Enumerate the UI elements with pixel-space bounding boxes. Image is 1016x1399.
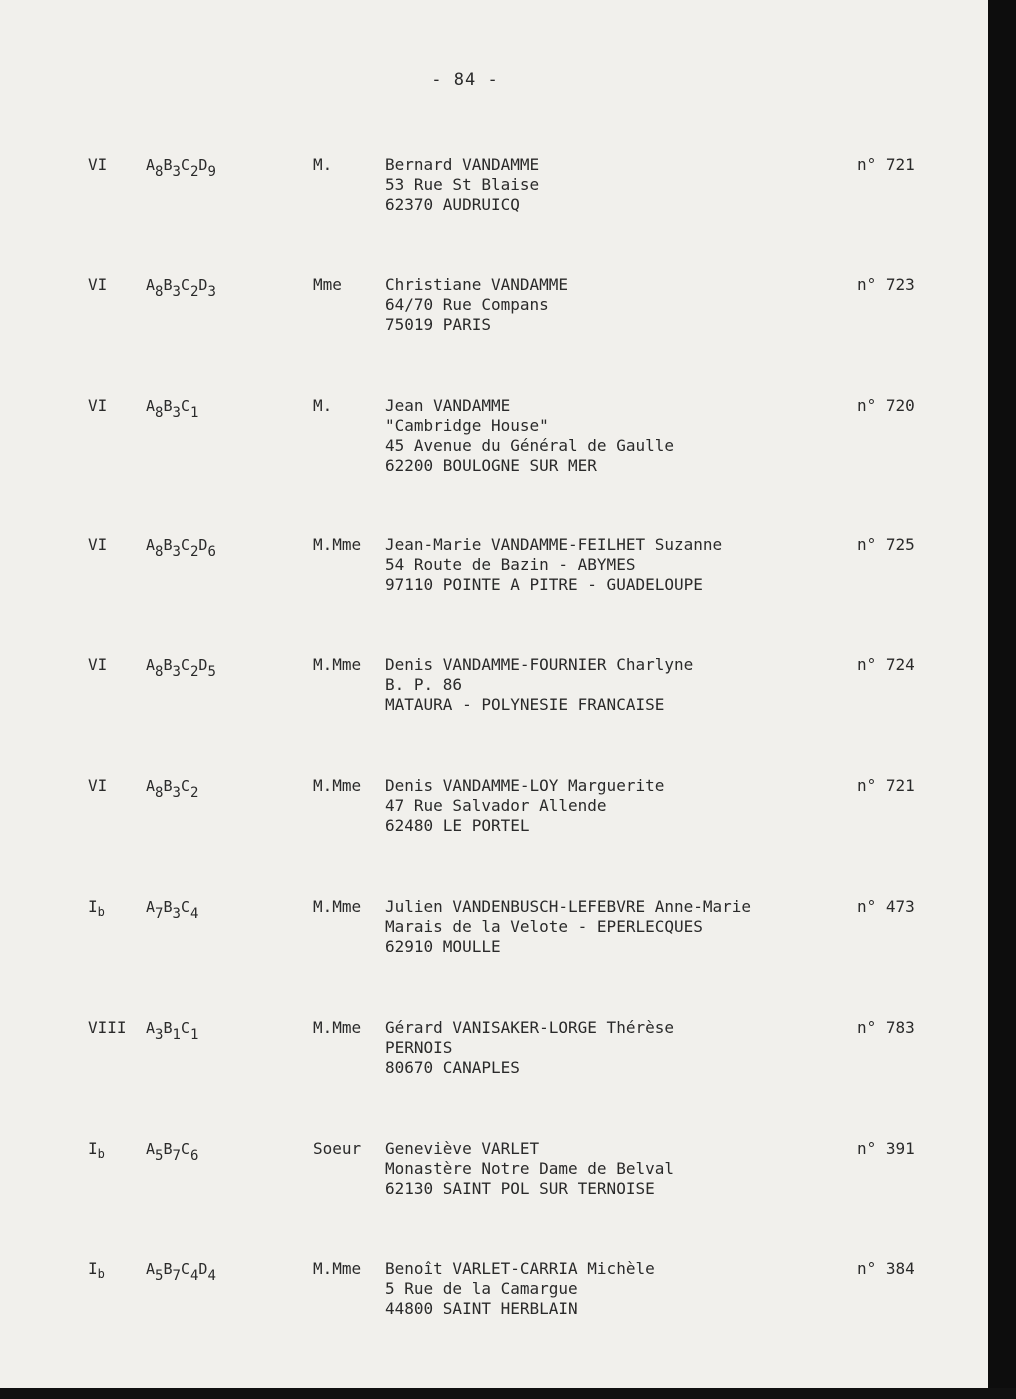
lineage-code: $A_8B_3C_1$ bbox=[146, 397, 199, 421]
civility-title: M.Mme bbox=[313, 535, 362, 554]
lineage-code: $A_8B_3C_2D_3$ bbox=[146, 276, 216, 300]
civility-title: M.Mme bbox=[313, 1018, 362, 1037]
lineage-code: $A_8B_3C_2$ bbox=[146, 777, 199, 801]
address-line: Monastère Notre Dame de Belval bbox=[385, 1159, 674, 1178]
entry-number: n° 721 bbox=[857, 776, 915, 795]
address-line: 62480 LE PORTEL bbox=[385, 816, 530, 835]
entry-number: n° 783 bbox=[857, 1018, 915, 1037]
civility-title: M.Mme bbox=[313, 897, 362, 916]
civility-title: M. bbox=[313, 396, 333, 415]
generation-label: VI bbox=[88, 396, 108, 415]
scan-edge-right bbox=[988, 0, 1016, 1399]
address-line: 97110 POINTE A PITRE - GUADELOUPE bbox=[385, 575, 703, 594]
entry-number: n° 720 bbox=[857, 396, 915, 415]
generation-label: $I_b$ bbox=[88, 1139, 105, 1162]
address-line: 80670 CANAPLES bbox=[385, 1058, 520, 1077]
address-line: 5 Rue de la Camargue bbox=[385, 1279, 578, 1298]
generation-label: $I_b$ bbox=[88, 897, 105, 920]
address-line: 62200 BOULOGNE SUR MER bbox=[385, 456, 597, 475]
address-line: 44800 SAINT HERBLAIN bbox=[385, 1299, 578, 1318]
address-line: 47 Rue Salvador Allende bbox=[385, 796, 607, 815]
address-block bbox=[385, 535, 722, 595]
person-name: Jean VANDAMME bbox=[385, 396, 511, 415]
lineage-code: $A_8B_3C_2D_9$ bbox=[146, 156, 216, 180]
person-name: Christiane VANDAMME bbox=[385, 275, 569, 294]
address-block bbox=[385, 275, 568, 335]
civility-title: M.Mme bbox=[313, 776, 362, 795]
person-name: Jean-Marie VANDAMME-FEILHET Suzanne bbox=[385, 535, 723, 554]
scan-edge-bottom bbox=[0, 1388, 1016, 1399]
person-name: Julien VANDENBUSCH-LEFEBVRE Anne-Marie bbox=[385, 897, 752, 916]
generation-label: VI bbox=[88, 155, 108, 174]
address-line: 75019 PARIS bbox=[385, 315, 491, 334]
address-block bbox=[385, 897, 751, 957]
address-line: PERNOIS bbox=[385, 1038, 453, 1057]
address-block bbox=[385, 776, 664, 836]
person-name: Denis VANDAMME-FOURNIER Charlyne bbox=[385, 655, 694, 674]
lineage-code: $A_5B_7C_4D_4$ bbox=[146, 1260, 216, 1284]
address-line: "Cambridge House" bbox=[385, 416, 549, 435]
generation-label: VI bbox=[88, 275, 108, 294]
address-block bbox=[385, 155, 539, 215]
civility-title: Mme bbox=[313, 275, 342, 294]
entry-number: n° 473 bbox=[857, 897, 915, 916]
entry-number: n° 724 bbox=[857, 655, 915, 674]
address-block bbox=[385, 396, 674, 476]
address-line: Marais de la Velote - EPERLECQUES bbox=[385, 917, 703, 936]
civility-title: M.Mme bbox=[313, 655, 362, 674]
address-line: 62130 SAINT POL SUR TERNOISE bbox=[385, 1179, 655, 1198]
civility-title: M.Mme bbox=[313, 1259, 362, 1278]
lineage-code: $A_8B_3C_2D_5$ bbox=[146, 656, 216, 680]
lineage-code: $A_3B_1C_1$ bbox=[146, 1019, 199, 1043]
person-name: Gérard VANISAKER-LORGE Thérèse bbox=[385, 1018, 674, 1037]
generation-label: VI bbox=[88, 535, 108, 554]
address-line: 62910 MOULLE bbox=[385, 937, 501, 956]
address-line: 62370 AUDRUICQ bbox=[385, 195, 520, 214]
address-block bbox=[385, 1018, 674, 1078]
entry-number: n° 723 bbox=[857, 275, 915, 294]
civility-title: Soeur bbox=[313, 1139, 362, 1158]
generation-label: VI bbox=[88, 655, 108, 674]
lineage-code: $A_8B_3C_2D_6$ bbox=[146, 536, 216, 560]
person-name: Benoît VARLET-CARRIA Michèle bbox=[385, 1259, 655, 1278]
entry-number: n° 391 bbox=[857, 1139, 915, 1158]
address-block bbox=[385, 655, 693, 715]
address-line: 53 Rue St Blaise bbox=[385, 175, 540, 194]
address-line: 45 Avenue du Général de Gaulle bbox=[385, 436, 674, 455]
person-name: Denis VANDAMME-LOY Marguerite bbox=[385, 776, 665, 795]
civility-title: M. bbox=[313, 155, 333, 174]
generation-label: VIII bbox=[88, 1018, 127, 1037]
person-name: Bernard VANDAMME bbox=[385, 155, 540, 174]
page-number: - 84 - bbox=[431, 70, 499, 90]
lineage-code: $A_5B_7C_6$ bbox=[146, 1140, 199, 1164]
address-block bbox=[385, 1139, 674, 1199]
lineage-code: $A_7B_3C_4$ bbox=[146, 898, 199, 922]
entry-number: n° 725 bbox=[857, 535, 915, 554]
generation-label: $I_b$ bbox=[88, 1259, 105, 1282]
person-name: Geneviève VARLET bbox=[385, 1139, 540, 1158]
entry-number: n° 721 bbox=[857, 155, 915, 174]
address-line: B. P. 86 bbox=[385, 675, 463, 694]
entry-number: n° 384 bbox=[857, 1259, 915, 1278]
address-block bbox=[385, 1259, 655, 1319]
address-line: 54 Route de Bazin - ABYMES bbox=[385, 555, 636, 574]
address-line: 64/70 Rue Compans bbox=[385, 295, 549, 314]
address-line: MATAURA - POLYNESIE FRANCAISE bbox=[385, 695, 665, 714]
generation-label: VI bbox=[88, 776, 108, 795]
